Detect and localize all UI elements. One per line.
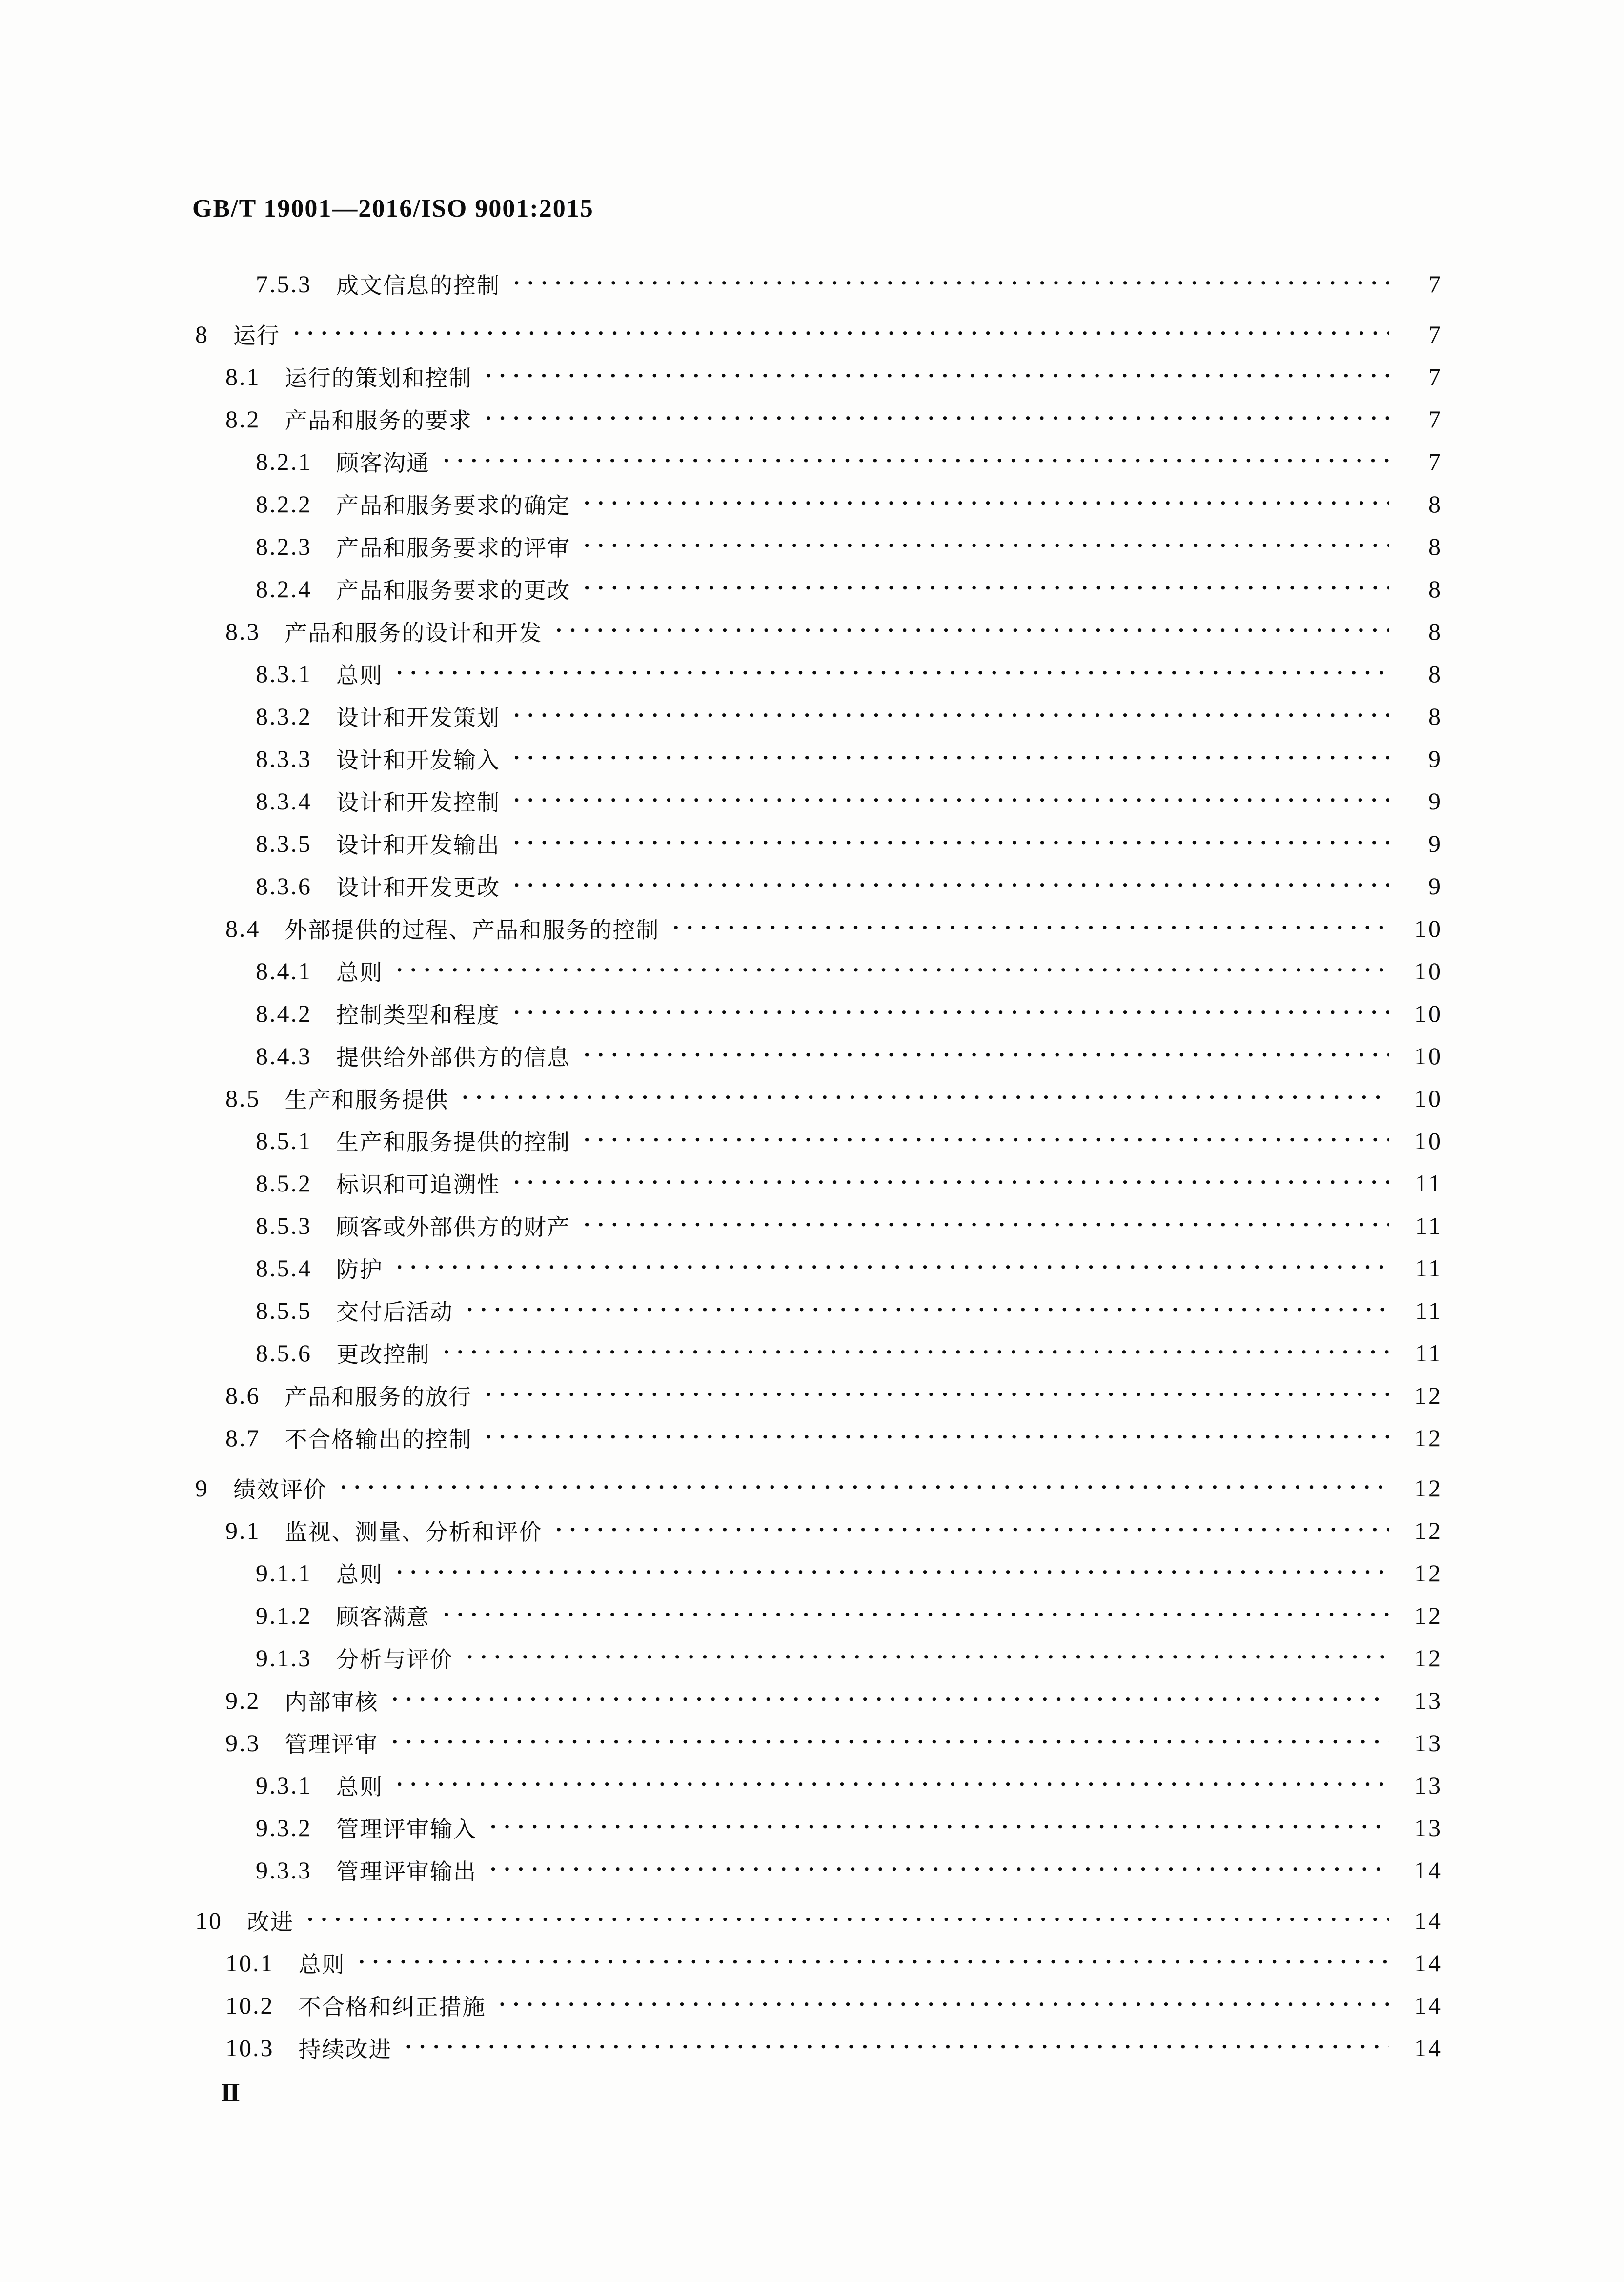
toc-entry-number: 9.3.2 (256, 1814, 312, 1841)
toc-entry-number: 8.5.4 (256, 1254, 312, 1282)
page-number-footer: Ⅱ (221, 2080, 241, 2106)
toc-entry-number: 8.3 (225, 617, 261, 645)
toc-entry-title: 外部提供的过程、产品和服务的控制 (284, 917, 660, 943)
toc-entry-number: 8.3.2 (256, 702, 312, 730)
toc-entry-number: 9.1.3 (256, 1644, 312, 1672)
toc-entry-number: 8.5.6 (256, 1339, 312, 1367)
toc-entry-number: 8.5.2 (256, 1169, 312, 1197)
toc-entry-number: 8.3.4 (256, 787, 312, 815)
toc-entry-title: 控制类型和程度 (336, 1002, 500, 1028)
toc-entry-page: 7 (1428, 405, 1442, 433)
toc-row (195, 355, 1442, 398)
toc-entry-title: 总则 (336, 1562, 383, 1587)
toc-entry-page: 13 (1414, 1771, 1442, 1799)
toc-row (195, 780, 1442, 822)
dot-leader (293, 320, 1389, 349)
dot-leader (489, 1813, 1389, 1842)
toc-entry-title: 顾客沟通 (336, 450, 430, 476)
toc-entry-number: 10.3 (225, 2034, 274, 2061)
toc-entry-page: 9 (1428, 829, 1442, 857)
dot-leader (513, 702, 1389, 731)
toc-row (195, 398, 1442, 440)
toc-row (195, 737, 1442, 780)
toc-row (195, 1984, 1442, 2026)
toc-entry-number: 8 (195, 320, 209, 348)
toc-entry-number: 7.5.3 (256, 270, 312, 298)
toc-entry-number: 8.5.1 (256, 1127, 312, 1154)
toc-entry-title: 总则 (336, 960, 383, 985)
toc-entry-page: 10 (1414, 1127, 1442, 1154)
dot-leader (443, 1338, 1389, 1368)
toc-entry-number: 8.4.2 (256, 999, 312, 1027)
toc-entry-title: 标识和可追溯性 (336, 1172, 500, 1197)
toc-entry-title: 生产和服务提供的控制 (336, 1130, 570, 1155)
toc-entry-page: 12 (1414, 1474, 1442, 1502)
toc-entry-number: 8.4 (225, 914, 261, 942)
toc-entry-title: 管理评审 (284, 1732, 379, 1757)
toc-row (195, 525, 1442, 567)
dot-leader (485, 362, 1389, 391)
dot-leader (513, 744, 1389, 773)
toc-entry-page: 8 (1428, 532, 1442, 560)
toc-row (195, 907, 1442, 949)
toc-entry-title: 内部审核 (284, 1689, 379, 1715)
dot-leader (466, 1296, 1389, 1325)
toc-entry-page: 10 (1414, 914, 1442, 942)
toc-entry-page: 9 (1428, 787, 1442, 815)
toc-row (195, 652, 1442, 695)
toc-entry-number: 8.1 (225, 363, 261, 390)
toc-entry-page: 10 (1414, 1042, 1442, 1070)
dot-leader (340, 1474, 1389, 1503)
toc-row (195, 1764, 1442, 1806)
toc-row (195, 1467, 1442, 1509)
toc-entry-number: 8.4.3 (256, 1042, 312, 1070)
toc-row (195, 1077, 1442, 1119)
dot-leader (513, 787, 1389, 816)
toc-entry-title: 监视、测量、分析和评价 (284, 1519, 543, 1545)
dot-leader (513, 871, 1389, 901)
toc-entry-number: 8.3.6 (256, 872, 312, 900)
toc-row (195, 1289, 1442, 1332)
toc-entry-title: 产品和服务要求的确定 (336, 493, 570, 518)
dot-leader (391, 1728, 1389, 1757)
toc-row (195, 1204, 1442, 1247)
toc-entry-number: 9.3.1 (256, 1771, 312, 1799)
toc-entry-number: 8.2 (225, 405, 261, 433)
dot-leader (396, 1771, 1389, 1800)
toc-entry-page: 7 (1428, 270, 1442, 298)
toc-row (195, 1552, 1442, 1594)
toc-entry-page: 7 (1428, 447, 1442, 475)
toc-entry-title: 不合格输出的控制 (284, 1427, 472, 1452)
dot-leader (583, 532, 1389, 561)
toc-entry-page: 12 (1414, 1516, 1442, 1544)
toc-entry-page: 8 (1428, 702, 1442, 730)
toc-entry-number: 8.3.3 (256, 745, 312, 772)
dot-leader (583, 1126, 1389, 1155)
toc-entry-number: 8.2.4 (256, 575, 312, 603)
toc-entry-number: 9.1.2 (256, 1601, 312, 1629)
toc-row (195, 2026, 1442, 2069)
toc-entry-number: 8.3.5 (256, 829, 312, 857)
toc-entry-title: 总则 (298, 1952, 345, 1977)
toc-row (195, 949, 1442, 992)
toc-entry-page: 8 (1428, 617, 1442, 645)
toc-entry-number: 9.3 (225, 1729, 261, 1757)
toc-entry-title: 绩效评价 (233, 1477, 327, 1502)
toc-entry-page: 11 (1415, 1169, 1442, 1197)
toc-entry-title: 管理评审输出 (336, 1859, 477, 1884)
dot-leader (583, 1211, 1389, 1240)
toc-entry-number: 9.3.3 (256, 1856, 312, 1884)
toc-entry-number: 8.5.3 (256, 1212, 312, 1239)
toc-row (195, 992, 1442, 1034)
dot-leader (485, 1423, 1389, 1453)
toc-entry-page: 12 (1414, 1424, 1442, 1452)
toc-row (195, 822, 1442, 865)
toc-row (195, 1247, 1442, 1289)
dot-leader (583, 1041, 1389, 1070)
toc-entry-number: 10 (195, 1906, 223, 1934)
toc-entry-page: 7 (1428, 363, 1442, 390)
toc-entry-title: 产品和服务的放行 (284, 1384, 472, 1410)
toc-row (195, 1509, 1442, 1552)
toc-entry-page: 12 (1414, 1644, 1442, 1672)
toc-entry-title: 生产和服务提供 (284, 1087, 449, 1112)
dot-leader (513, 269, 1389, 299)
toc-row (195, 263, 1442, 305)
toc-row (195, 1899, 1442, 1941)
toc-entry-title: 提供给外部供方的信息 (336, 1045, 570, 1070)
toc-row (195, 567, 1442, 610)
dot-leader (396, 956, 1389, 986)
toc-row (195, 1416, 1442, 1459)
toc-entry-page: 7 (1428, 320, 1442, 348)
toc-entry-title: 顾客或外部供方的财产 (336, 1214, 570, 1240)
toc-entry-number: 9.1 (225, 1516, 261, 1544)
toc-entry-title: 设计和开发策划 (336, 705, 500, 730)
toc-entry-page: 9 (1428, 745, 1442, 772)
dot-leader (443, 1601, 1389, 1630)
toc-entry-page: 11 (1415, 1212, 1442, 1239)
toc-entry-number: 8.2.2 (256, 490, 312, 518)
dot-leader (405, 2033, 1389, 2062)
toc-entry-page: 13 (1414, 1686, 1442, 1714)
standard-number-header: GB/T 19001—2016/ISO 9001:2015 (192, 195, 594, 222)
toc-entry-page: 11 (1415, 1254, 1442, 1282)
toc-entry-title: 总则 (336, 1774, 383, 1799)
toc-entry-title: 交付后活动 (336, 1299, 453, 1325)
toc-row (195, 1679, 1442, 1721)
toc-row (195, 1941, 1442, 1984)
dot-leader (391, 1686, 1389, 1715)
toc-entry-number: 8.3.1 (256, 660, 312, 687)
toc-entry-page: 11 (1415, 1339, 1442, 1367)
dot-leader (462, 1084, 1389, 1113)
dot-leader (555, 1516, 1389, 1545)
toc-entry-title: 防护 (336, 1257, 383, 1282)
toc-entry-title: 产品和服务的要求 (284, 408, 472, 433)
toc-entry-title: 设计和开发控制 (336, 790, 500, 815)
toc-entry-number: 8.6 (225, 1381, 261, 1409)
toc-row (195, 695, 1442, 737)
toc-entry-title: 设计和开发输出 (336, 832, 500, 858)
toc-entry-page: 12 (1414, 1381, 1442, 1409)
toc-entry-page: 8 (1428, 490, 1442, 518)
toc-entry-page: 14 (1414, 1991, 1442, 2019)
toc-entry-page: 14 (1414, 2034, 1442, 2061)
toc-row (195, 1594, 1442, 1636)
toc-row (195, 865, 1442, 907)
toc-entry-title: 产品和服务要求的更改 (336, 578, 570, 603)
toc-row (195, 1162, 1442, 1204)
toc-entry-title: 管理评审输入 (336, 1817, 477, 1842)
toc-entry-title: 设计和开发更改 (336, 875, 500, 900)
toc-entry-number: 10.1 (225, 1949, 274, 1977)
dot-leader (396, 659, 1389, 688)
dot-leader (358, 1948, 1389, 1978)
dot-leader (583, 574, 1389, 604)
toc-entry-number: 8.7 (225, 1424, 261, 1452)
toc-row (195, 1636, 1442, 1679)
toc-entry-number: 8.4.1 (256, 957, 312, 985)
toc-entry-page: 12 (1414, 1601, 1442, 1629)
toc-list (195, 263, 1442, 2069)
toc-row (195, 1332, 1442, 1374)
dot-leader (499, 1991, 1389, 2020)
dot-leader (466, 1643, 1389, 1673)
dot-leader (583, 489, 1389, 519)
toc-row (195, 1721, 1442, 1764)
dot-leader (513, 829, 1389, 858)
toc-entry-number: 9.2 (225, 1686, 261, 1714)
toc-row (195, 1374, 1442, 1416)
toc-entry-title: 运行 (233, 323, 280, 348)
dot-leader (443, 447, 1389, 476)
dot-leader (485, 404, 1389, 434)
toc-entry-title: 改进 (247, 1909, 294, 1935)
toc-entry-page: 10 (1414, 999, 1442, 1027)
toc-entry-page: 10 (1414, 957, 1442, 985)
toc-entry-page: 9 (1428, 872, 1442, 900)
toc-entry-number: 8.2.1 (256, 447, 312, 475)
dot-leader (489, 1856, 1389, 1885)
toc-entry-page: 14 (1414, 1949, 1442, 1977)
toc-entry-number: 8.5 (225, 1084, 261, 1112)
toc-row (195, 610, 1442, 652)
toc-row (195, 440, 1442, 483)
toc-entry-page: 11 (1415, 1296, 1442, 1324)
toc-entry-number: 9 (195, 1474, 209, 1502)
toc-row (195, 313, 1442, 355)
toc-entry-page: 10 (1414, 1084, 1442, 1112)
toc-row (195, 1119, 1442, 1162)
toc-row (195, 1849, 1442, 1891)
toc-entry-page: 13 (1414, 1814, 1442, 1841)
dot-leader (485, 1381, 1389, 1410)
toc-entry-title: 运行的策划和控制 (284, 365, 472, 391)
toc-entry-number: 9.1.1 (256, 1559, 312, 1587)
dot-leader (306, 1906, 1389, 1935)
toc-entry-page: 13 (1414, 1729, 1442, 1757)
toc-entry-number: 8.2.3 (256, 532, 312, 560)
toc-entry-title: 产品和服务的设计和开发 (284, 620, 543, 646)
toc-entry-page: 8 (1428, 575, 1442, 603)
toc-entry-page: 8 (1428, 660, 1442, 687)
toc-entry-title: 顾客满意 (336, 1604, 430, 1630)
toc-entry-title: 更改控制 (336, 1342, 430, 1367)
toc-entry-title: 不合格和纠正措施 (298, 1994, 486, 2019)
toc-entry-title: 成文信息的控制 (336, 273, 500, 298)
toc-entry-number: 10.2 (225, 1991, 274, 2019)
dot-leader (672, 914, 1389, 943)
dot-leader (513, 1169, 1389, 1198)
toc-entry-page: 14 (1414, 1856, 1442, 1884)
toc-entry-title: 分析与评价 (336, 1647, 453, 1672)
toc-entry-page: 12 (1414, 1559, 1442, 1587)
dot-leader (396, 1558, 1389, 1588)
toc-row (195, 483, 1442, 525)
toc-row (195, 1806, 1442, 1849)
toc-entry-title: 持续改进 (298, 2037, 392, 2062)
dot-leader (513, 999, 1389, 1028)
dot-leader (555, 617, 1389, 646)
toc-row (195, 1034, 1442, 1077)
toc-entry-title: 设计和开发输入 (336, 747, 500, 773)
toc-entry-title: 总则 (336, 663, 383, 688)
dot-leader (396, 1253, 1389, 1283)
toc-entry-number: 8.5.5 (256, 1296, 312, 1324)
toc-entry-page: 14 (1414, 1906, 1442, 1934)
toc-entry-title: 产品和服务要求的评审 (336, 535, 570, 561)
